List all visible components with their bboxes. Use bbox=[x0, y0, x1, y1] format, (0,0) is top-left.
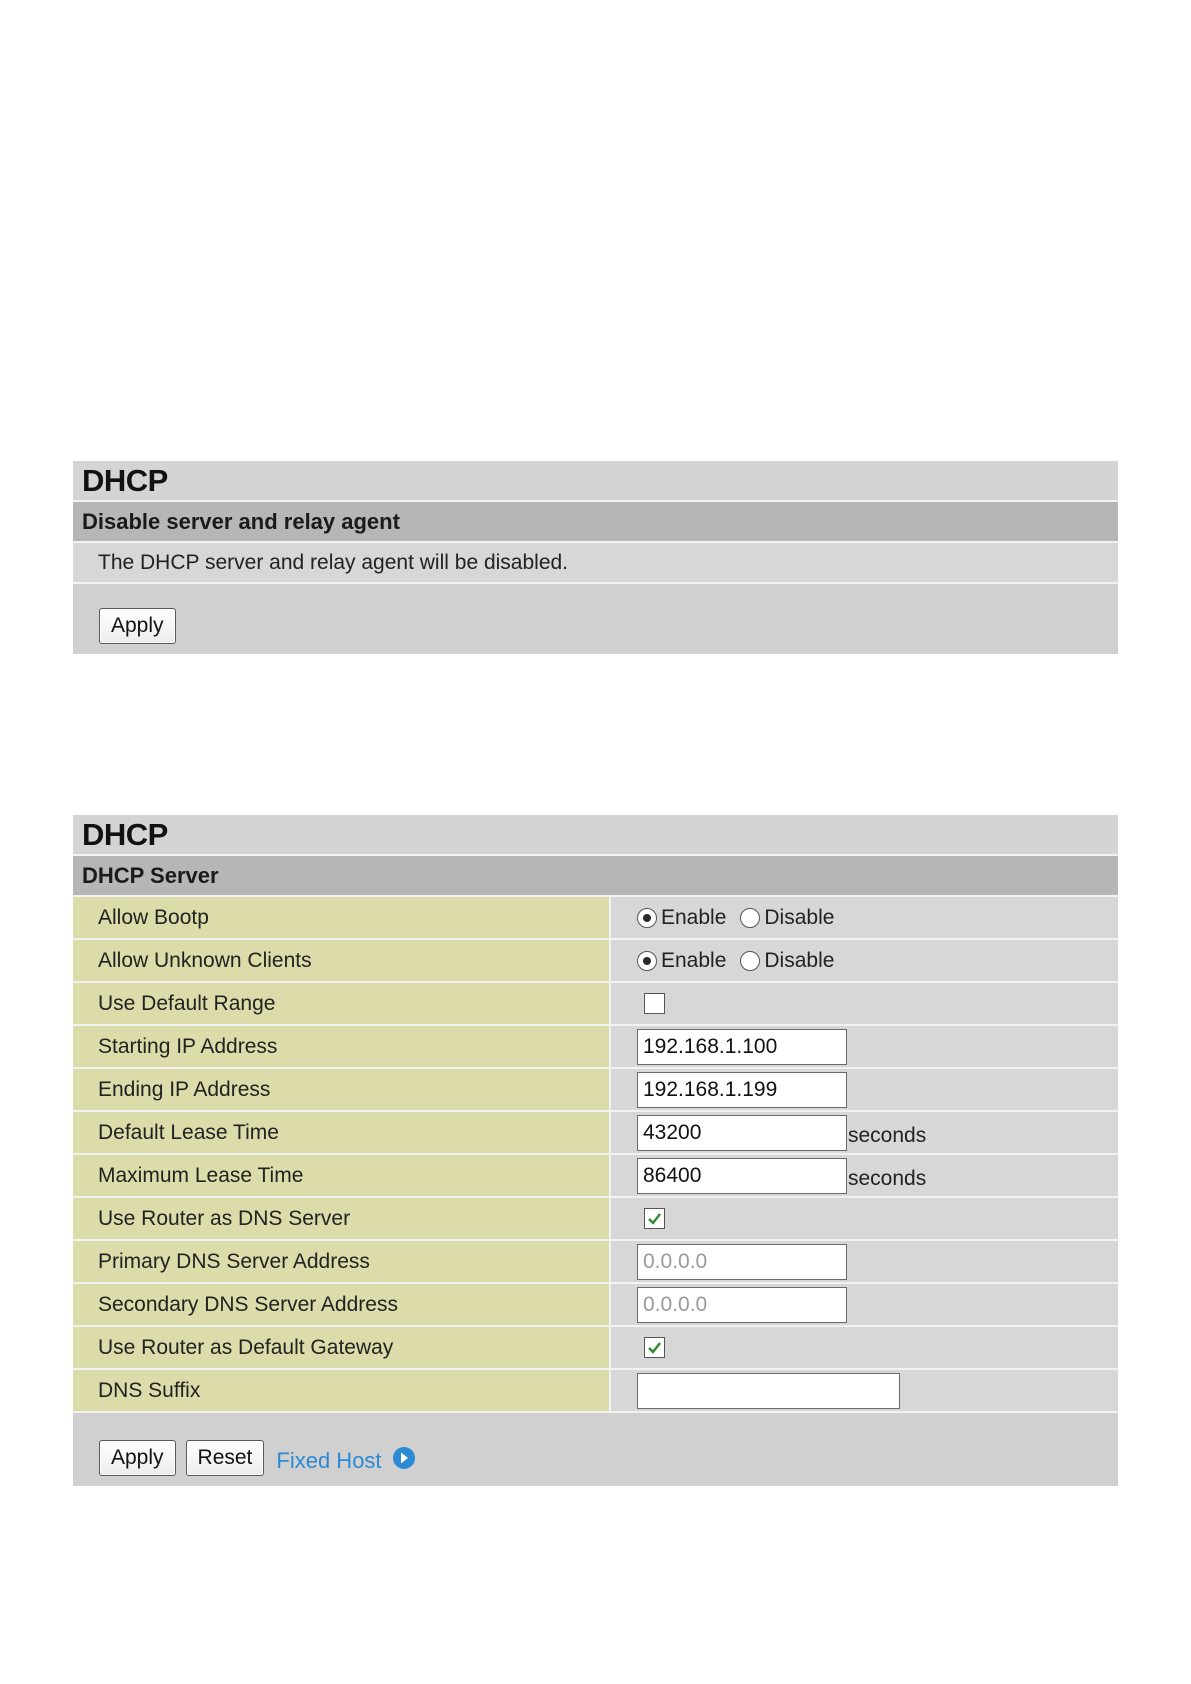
allow-unknown-radio-group bbox=[637, 949, 848, 973]
field-label: Secondary DNS Server Address bbox=[73, 1284, 611, 1327]
info-message-text: The DHCP server and relay agent will be disabled. bbox=[98, 550, 569, 574]
reset-button[interactable]: Reset bbox=[186, 1440, 265, 1476]
form-row-use-default-range bbox=[73, 983, 1118, 1026]
field-label: Use Router as DNS Server bbox=[73, 1198, 611, 1241]
secondary-dns-input[interactable] bbox=[637, 1287, 847, 1323]
unit-label: seconds bbox=[848, 1166, 927, 1190]
apply-button[interactable]: Apply bbox=[99, 1440, 176, 1476]
apply-button[interactable]: Apply bbox=[99, 608, 176, 644]
panel-title: DHCP bbox=[73, 461, 1118, 502]
form-row-primary-dns bbox=[73, 1241, 1118, 1284]
section-header: Disable server and relay agent bbox=[73, 502, 1118, 543]
info-message bbox=[73, 543, 1118, 584]
field-label: Use Default Range bbox=[73, 983, 611, 1026]
field-value bbox=[611, 1069, 1118, 1112]
field-value bbox=[611, 940, 1118, 983]
section-header: DHCP Server bbox=[73, 856, 1118, 897]
form-row-starting-ip bbox=[73, 1026, 1118, 1069]
panel-footer bbox=[73, 584, 1118, 654]
form-row-router-gateway bbox=[73, 1327, 1118, 1370]
field-value bbox=[611, 1198, 1118, 1241]
radio-label: Disable bbox=[764, 905, 835, 929]
radio-label: Enable bbox=[661, 905, 727, 929]
use-default-range-checkbox[interactable] bbox=[644, 993, 665, 1014]
field-value bbox=[611, 983, 1118, 1026]
field-label: Allow Bootp bbox=[73, 897, 611, 940]
allow-bootp-radio-group bbox=[637, 906, 848, 930]
form-row-allow-bootp bbox=[73, 897, 1118, 940]
field-label: Maximum Lease Time bbox=[73, 1155, 611, 1198]
field-label: Primary DNS Server Address bbox=[73, 1241, 611, 1284]
form-row-max-lease bbox=[73, 1155, 1118, 1198]
dhcp-server-panel bbox=[73, 815, 1118, 1486]
field-label: Ending IP Address bbox=[73, 1069, 611, 1112]
max-lease-input[interactable] bbox=[637, 1158, 847, 1194]
field-value bbox=[611, 1241, 1118, 1284]
allow-bootp-disable-radio[interactable] bbox=[740, 908, 760, 928]
field-value bbox=[611, 1155, 1118, 1198]
unit-label: seconds bbox=[848, 1123, 927, 1147]
form-row-router-dns bbox=[73, 1198, 1118, 1241]
dns-suffix-input[interactable] bbox=[637, 1373, 900, 1409]
field-value bbox=[611, 1370, 1118, 1413]
ending-ip-input[interactable] bbox=[637, 1072, 847, 1108]
fixed-host-link-label: Fixed Host bbox=[276, 1447, 382, 1473]
allow-unknown-enable-radio[interactable] bbox=[637, 951, 657, 971]
field-label: Starting IP Address bbox=[73, 1026, 611, 1069]
form-row-default-lease bbox=[73, 1112, 1118, 1155]
checkmark-icon bbox=[647, 1212, 662, 1226]
form-row-ending-ip bbox=[73, 1069, 1118, 1112]
form-row-allow-unknown-clients bbox=[73, 940, 1118, 983]
router-gateway-checkbox[interactable] bbox=[644, 1337, 665, 1358]
field-label: Use Router as Default Gateway bbox=[73, 1327, 611, 1370]
allow-unknown-disable-radio[interactable] bbox=[740, 951, 760, 971]
circle-arrow-right-icon bbox=[392, 1446, 416, 1476]
radio-label: Enable bbox=[661, 948, 727, 972]
field-value bbox=[611, 1284, 1118, 1327]
form-row-dns-suffix bbox=[73, 1370, 1118, 1413]
dhcp-disabled-panel bbox=[73, 461, 1118, 654]
fixed-host-link[interactable] bbox=[276, 1440, 415, 1476]
router-dns-checkbox[interactable] bbox=[644, 1208, 665, 1229]
allow-bootp-enable-radio[interactable] bbox=[637, 908, 657, 928]
default-lease-input[interactable] bbox=[637, 1115, 847, 1151]
field-value bbox=[611, 1112, 1118, 1155]
primary-dns-input[interactable] bbox=[637, 1244, 847, 1280]
field-label: DNS Suffix bbox=[73, 1370, 611, 1413]
panel-title: DHCP bbox=[73, 815, 1118, 856]
starting-ip-input[interactable] bbox=[637, 1029, 847, 1065]
field-label: Default Lease Time bbox=[73, 1112, 611, 1155]
field-value bbox=[611, 1327, 1118, 1370]
field-value bbox=[611, 897, 1118, 940]
form-row-secondary-dns bbox=[73, 1284, 1118, 1327]
field-value bbox=[611, 1026, 1118, 1069]
panel-footer bbox=[73, 1413, 1118, 1486]
field-label: Allow Unknown Clients bbox=[73, 940, 611, 983]
radio-label: Disable bbox=[764, 948, 835, 972]
checkmark-icon bbox=[647, 1341, 662, 1355]
